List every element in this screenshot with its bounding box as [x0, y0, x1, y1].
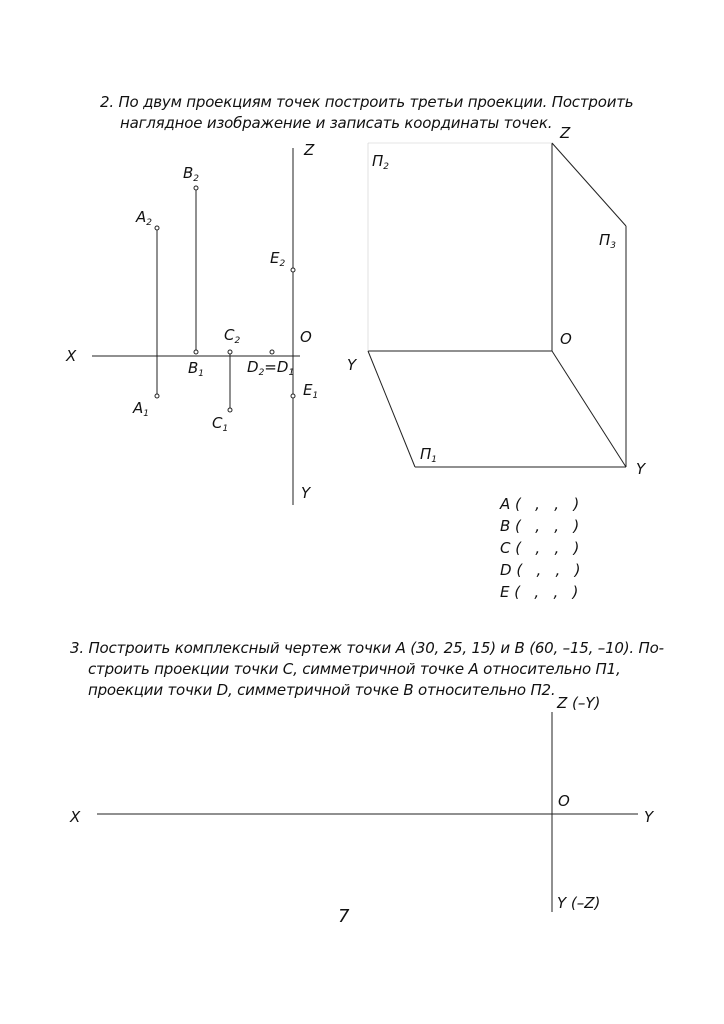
point-e1: [291, 394, 295, 398]
coord-row-c: C ( , , ): [500, 539, 580, 557]
point-b2: [194, 186, 198, 190]
plane-p1-left-edge: [368, 351, 415, 467]
epure1-label-y: Y: [301, 484, 311, 502]
point-a2: [155, 226, 159, 230]
coord-row-a: A ( , , ): [500, 495, 580, 513]
epure1-label-x: X: [66, 347, 77, 365]
label-c2: C2: [224, 326, 241, 346]
coordinates-list: [500, 493, 580, 603]
epure2-label-x: X: [70, 808, 81, 826]
task-3-line-3: проекции точки D, симметричной точке B относительно П2.: [88, 681, 556, 699]
visual-label-y-right: Y: [636, 460, 646, 478]
coord-row-d: D ( , , ): [500, 561, 581, 579]
epure2-label-origin: O: [558, 792, 570, 810]
label-b1: B1: [188, 359, 205, 379]
point-c2: [228, 350, 232, 354]
epure2-label-z-top: Z (–Y): [557, 694, 601, 712]
point-e2: [291, 268, 295, 272]
epure1-label-z: Z: [304, 141, 315, 159]
epure1-label-origin: O: [300, 328, 312, 346]
label-plane-p2: П2: [372, 152, 390, 172]
coord-row-e: E ( , , ): [500, 583, 579, 601]
label-plane-p1: П1: [420, 445, 438, 465]
label-b2: B2: [183, 164, 200, 184]
point-b1: [194, 350, 198, 354]
task-3-line-1: 3. Построить комплексный чертеж точки A (30, 25, 15) и B (60, –15, –10). По-: [70, 639, 664, 657]
label-e1: E1: [303, 381, 319, 401]
point-a1: [155, 394, 159, 398]
page-number: 7: [338, 906, 350, 927]
task-2-line-1: 2. По двум проекциям точек построить третьи проекции. Построить: [100, 93, 634, 111]
task-2-line-2: наглядное изображение и записать координаты точек.: [120, 114, 553, 132]
label-a1: A1: [133, 399, 149, 419]
label-a2: A2: [136, 208, 152, 228]
epure2-label-y-bottom: Y (–Z): [557, 894, 601, 912]
epure2-label-y-right: Y: [644, 808, 654, 826]
label-plane-p3: П3: [599, 231, 617, 251]
task-3-statement: [70, 638, 670, 701]
visual-y-axis-right: [552, 351, 626, 467]
label-d2-d1: D2=D1: [247, 358, 295, 378]
visual-label-y-left: Y: [347, 356, 357, 374]
visual-label-z: Z: [560, 124, 571, 142]
task-3-line-2: строить проекции точки C, симметричной точке A относительно П1,: [88, 660, 621, 678]
coord-row-b: B ( , , ): [500, 517, 580, 535]
visual-label-origin: O: [560, 330, 572, 348]
point-c1: [228, 408, 232, 412]
plane-p3-top-edge: [552, 143, 626, 226]
label-e2: E2: [270, 249, 286, 269]
label-c1: C1: [212, 414, 229, 434]
point-d: [270, 350, 274, 354]
